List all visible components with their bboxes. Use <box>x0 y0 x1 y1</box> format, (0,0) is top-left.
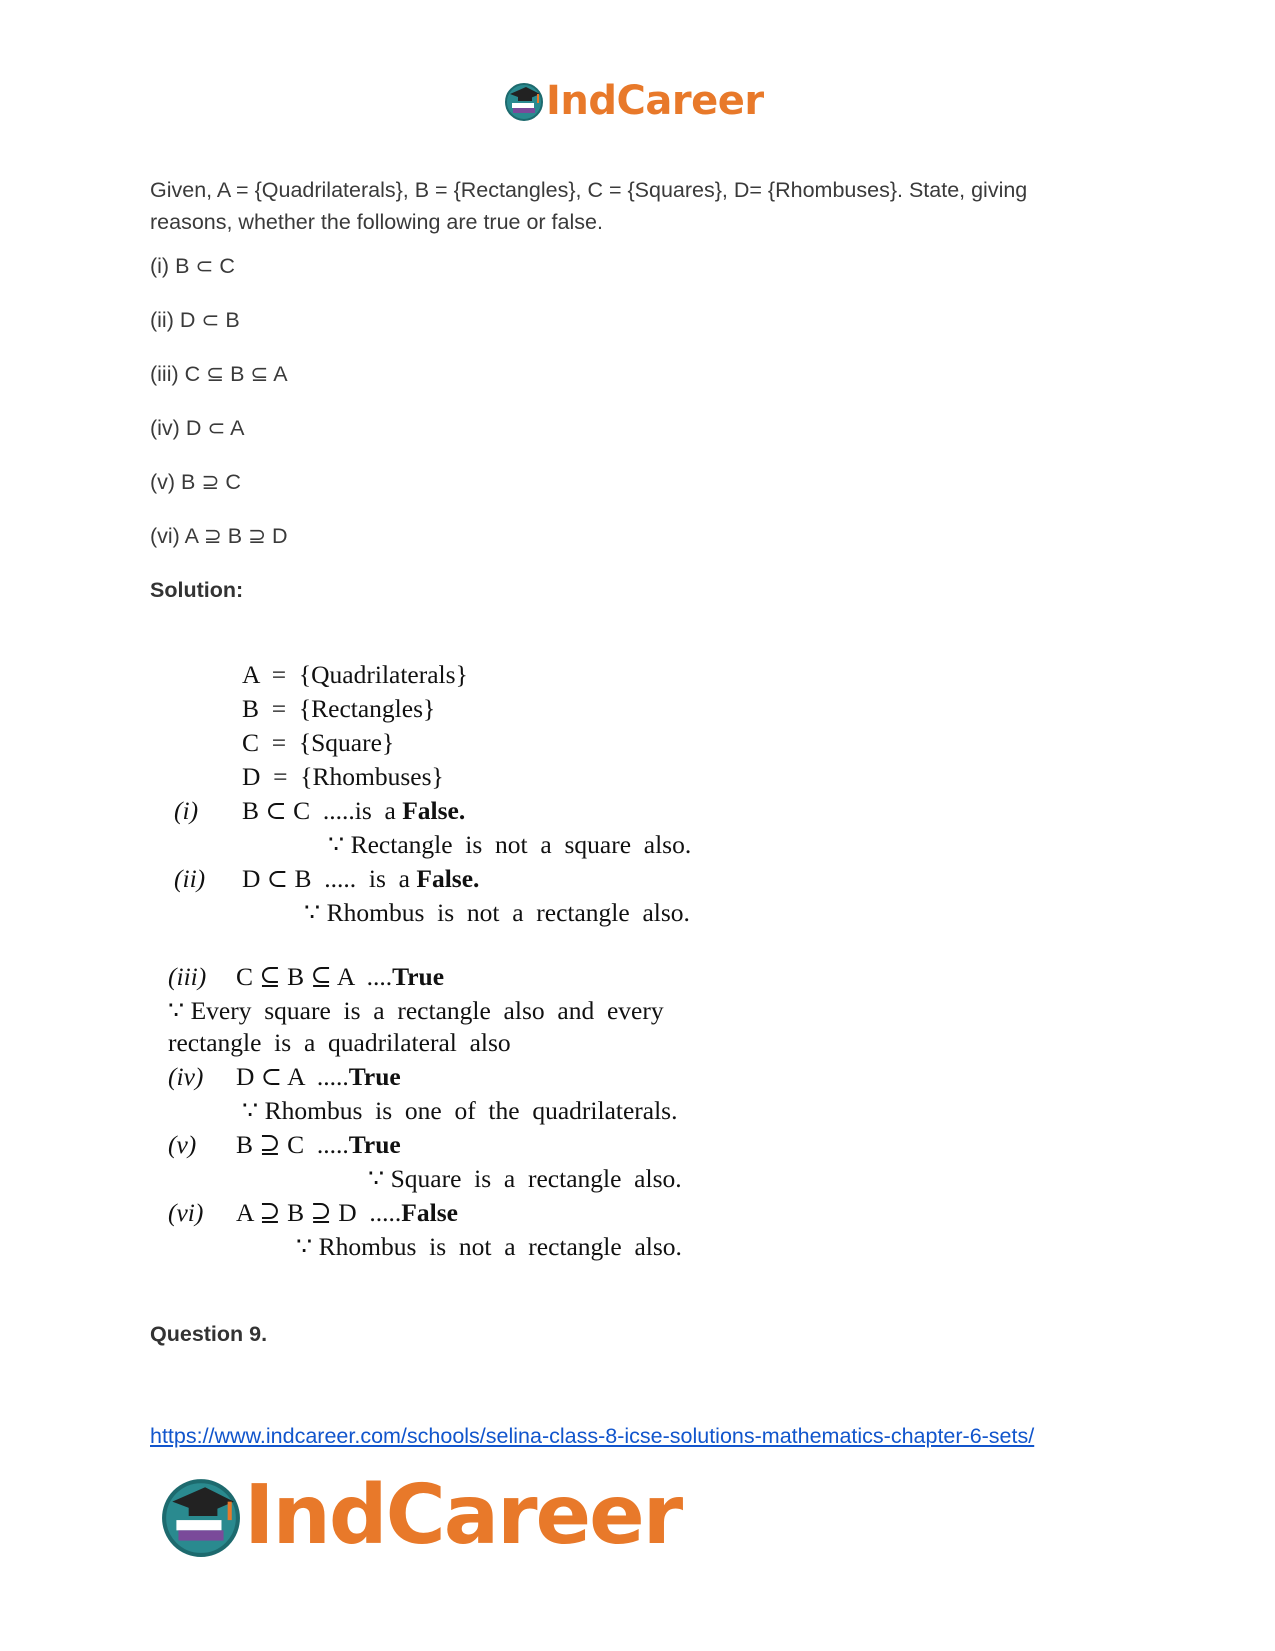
definition-line: C = {Square} <box>242 728 395 757</box>
logo-wordmark: IndCareer <box>546 78 764 124</box>
part-statement: B ⊂ C .....is a False. <box>242 796 466 825</box>
part-statement: D ⊂ A .....True <box>236 1062 401 1091</box>
part-reason: ∵ Square is a rectangle also. <box>368 1164 682 1193</box>
question-item: (v) B ⊇ C <box>150 470 241 494</box>
definition-line: A = {Quadrilaterals} <box>242 660 468 689</box>
part-verdict: True <box>348 1062 401 1091</box>
part-number: (i) <box>174 796 199 825</box>
part-reason-continued: rectangle is a quadrilateral also <box>168 1028 511 1057</box>
part-reason: ∵ Rectangle is not a square also. <box>328 830 692 859</box>
part-statement: B ⊇ C .....True <box>236 1130 401 1159</box>
part-number: (v) <box>168 1130 197 1159</box>
question-item: (i) B ⊂ C <box>150 254 235 278</box>
part-statement: D ⊂ B ..... is a False. <box>242 864 480 893</box>
question-item: (ii) D ⊂ B <box>150 308 240 332</box>
solution-label: Solution: <box>150 578 244 602</box>
definition-line: B = {Rectangles} <box>242 694 436 723</box>
logo-wordmark: IndCareer <box>244 1468 682 1563</box>
part-verdict: False <box>401 1198 458 1227</box>
definition-line: D = {Rhombuses} <box>242 762 444 791</box>
part-number: (vi) <box>168 1198 204 1227</box>
part-verdict: False. <box>402 796 466 825</box>
indcareer-logo-footer <box>160 1468 681 1563</box>
part-reason: ∵ Rhombus is not a rectangle also. <box>304 898 690 927</box>
part-number: (ii) <box>174 864 206 893</box>
part-number: (iii) <box>168 962 207 991</box>
part-verdict: True <box>392 962 445 991</box>
part-statement: A ⊇ B ⊇ D .....False <box>236 1198 458 1227</box>
question-item: (iii) C ⊆ B ⊆ A <box>150 362 288 386</box>
question-intro: Given, A = {Quadrilaterals}, B = {Rectangles}, C = {Squares}, D= {Rhombuses}. State, giving reasons, whether the following are true or false. <box>150 178 1028 234</box>
part-reason: ∵ Every square is a rectangle also and every <box>168 996 664 1025</box>
indcareer-logo-header <box>504 78 764 124</box>
part-statement: C ⊆ B ⊆ A ....True <box>236 962 445 991</box>
part-reason: ∵ Rhombus is one of the quadrilaterals. <box>242 1096 678 1125</box>
question-item: (iv) D ⊂ A <box>150 416 245 440</box>
part-verdict: False. <box>416 864 480 893</box>
solution-block <box>160 660 720 1290</box>
part-verdict: True <box>348 1130 401 1159</box>
question-item: (vi) A ⊇ B ⊇ D <box>150 524 288 548</box>
graduation-cap-globe-icon <box>504 81 544 121</box>
next-question-label: Question 9. <box>150 1322 268 1346</box>
graduation-cap-globe-icon <box>160 1475 242 1557</box>
part-reason: ∵ Rhombus is not a rectangle also. <box>296 1232 682 1261</box>
source-link[interactable]: https://www.indcareer.com/schools/selina-class-8-icse-solutions-mathematics-chapter-6-sets/ <box>150 1424 1035 1448</box>
part-number: (iv) <box>168 1062 204 1091</box>
